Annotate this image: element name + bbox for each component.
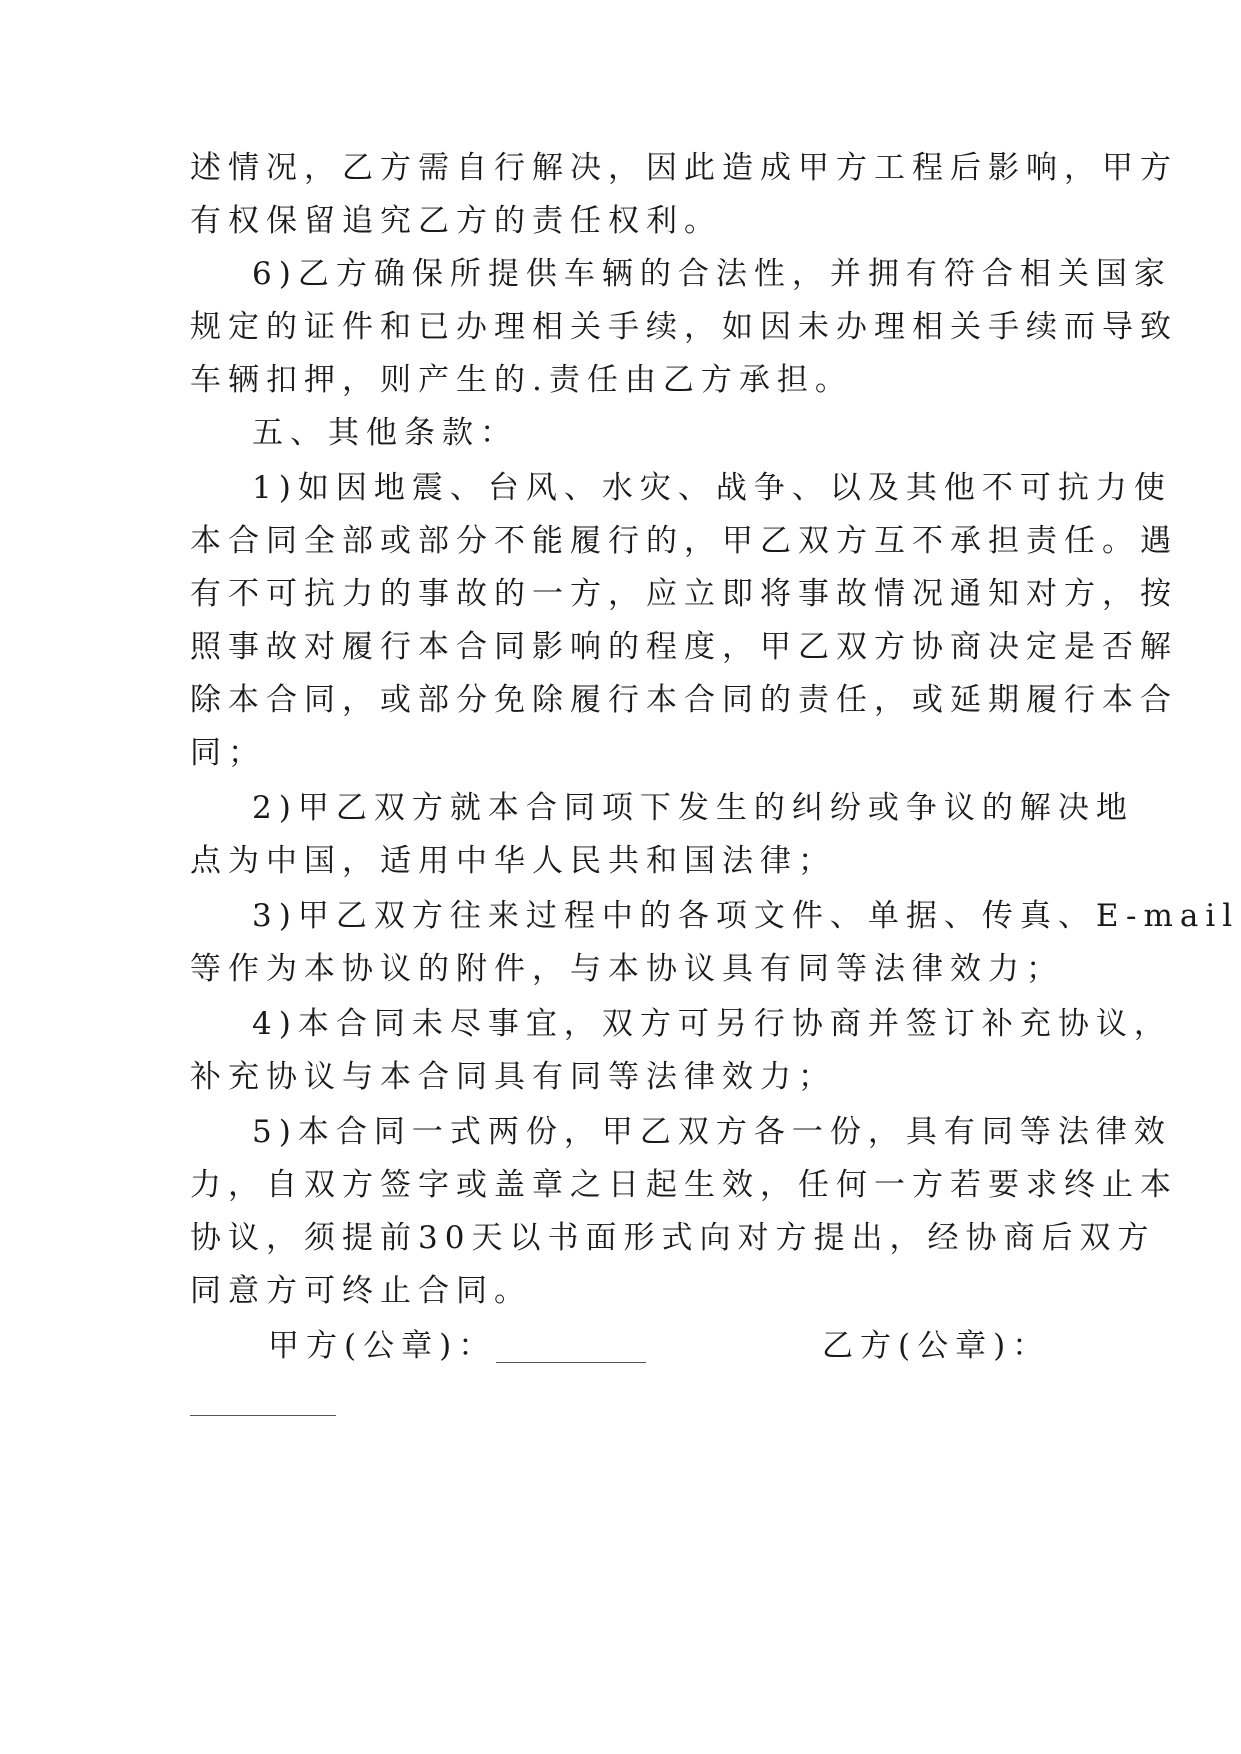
party-a-signature-label: 甲方(公章)：: [268, 1328, 497, 1364]
text-line: 等作为本协议的附件，与本协议具有同等法律效力；: [190, 951, 1064, 987]
text-line: 2)甲乙双方就本合同项下发生的纠纷或争议的解决地: [252, 790, 1134, 826]
text-line: 1)如因地震、台风、水灾、战争、以及其他不可抗力使: [252, 470, 1172, 506]
text-line: 同；: [190, 735, 266, 771]
party-b-signature-blank[interactable]: [190, 1415, 336, 1416]
text-line: 述情况，乙方需自行解决，因此造成甲方工程后影响，甲方: [190, 150, 1178, 186]
text-line: 除本合同，或部分免除履行本合同的责任，或延期履行本合: [190, 682, 1178, 718]
text-line: 补充协议与本合同具有同等法律效力；: [190, 1059, 836, 1095]
text-line: 本合同全部或部分不能履行的，甲乙双方互不承担责任。遇: [190, 523, 1178, 559]
text-line: 6)乙方确保所提供车辆的合法性，并拥有符合相关国家: [252, 256, 1172, 292]
text-line: 点为中国，适用中华人民共和国法律；: [190, 843, 836, 879]
section-heading: 五、其他条款：: [252, 415, 518, 451]
text-line: 规定的证件和已办理相关手续，如因未办理相关手续而导致: [190, 309, 1178, 345]
text-line: 有不可抗力的事故的一方，应立即将事故情况通知对方，按: [190, 576, 1178, 612]
text-line: 协议，须提前30天以书面形式向对方提出，经协商后双方: [190, 1220, 1156, 1256]
text-line: 同意方可终止合同。: [190, 1273, 532, 1309]
party-a-signature-blank[interactable]: [496, 1362, 646, 1363]
party-b-signature-label: 乙方(公章)：: [822, 1328, 1051, 1364]
text-line: 4)本合同未尽事宜，双方可另行协商并签订补充协议，: [252, 1006, 1172, 1042]
text-line: 照事故对履行本合同影响的程度，甲乙双方协商决定是否解: [190, 629, 1178, 665]
text-line: 3)甲乙双方往来过程中的各项文件、单据、传真、E-mail: [252, 898, 1240, 934]
text-line: 车辆扣押，则产生的.责任由乙方承担。: [190, 362, 853, 398]
text-line: 力，自双方签字或盖章之日起生效，任何一方若要求终止本: [190, 1167, 1178, 1203]
text-line: 有权保留追究乙方的责任权利。: [190, 203, 722, 239]
text-line: 5)本合同一式两份，甲乙双方各一份，具有同等法律效: [252, 1114, 1172, 1150]
